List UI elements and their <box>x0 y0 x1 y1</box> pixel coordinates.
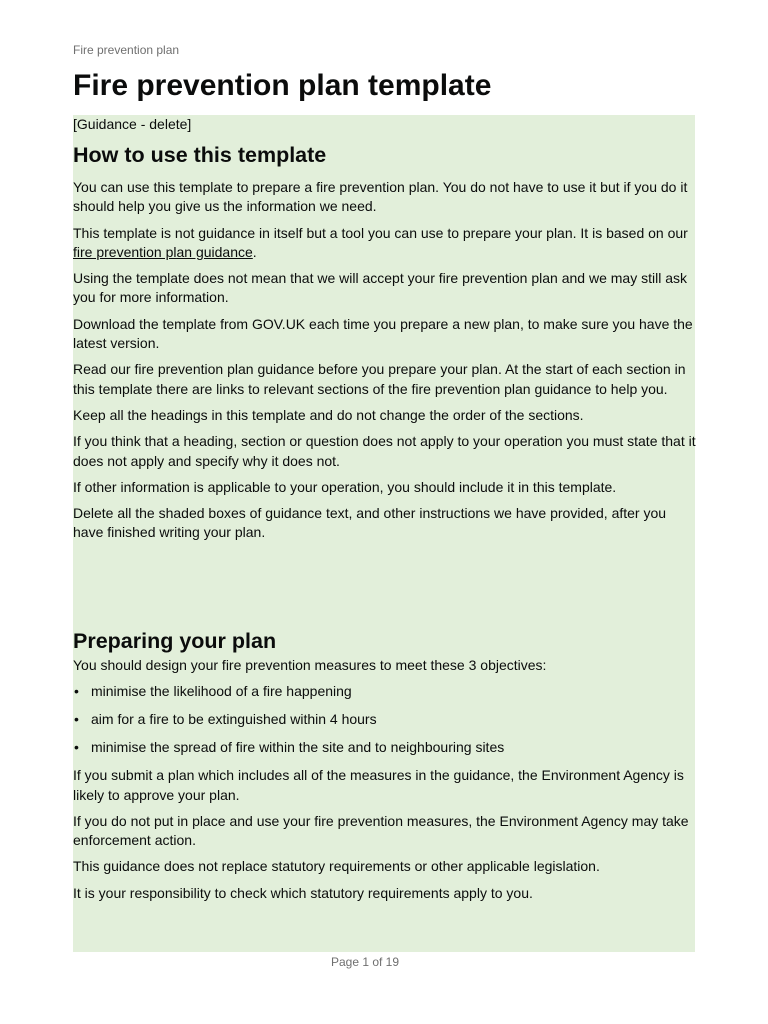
preparing-plan-heading: Preparing your plan <box>73 629 277 653</box>
bullet-icon: • <box>74 711 79 728</box>
list-item <box>73 682 697 701</box>
how-to-use-paragraph-7: If you think that a heading, section or question does not apply to your operation you must state that it does not apply and specify why it does not. <box>73 433 696 469</box>
running-header: Fire prevention plan <box>73 43 180 57</box>
preparing-paragraph-3: This guidance does not replace statutory requirements or other applicable legislation. <box>73 858 600 875</box>
how-to-use-paragraph-3: Using the template does not mean that we will accept your fire prevention plan and we may still ask you for more information. <box>73 270 687 306</box>
bullet-icon: • <box>74 739 79 756</box>
preparing-paragraph-4: It is your responsibility to check which statutory requirements apply to you. <box>73 884 533 901</box>
list-item-text: minimise the spread of fire within the site and to neighbouring sites <box>91 739 505 756</box>
how-to-use-paragraph-6: Keep all the headings in this template and do not change the order of the sections. <box>73 406 584 423</box>
list-item <box>73 738 697 757</box>
guidance-tag: [Guidance - delete] <box>73 116 192 132</box>
how-to-use-paragraph-2 <box>73 224 697 263</box>
how-to-use-paragraph-8: If other information is applicable to your operation, you should include it in this template. <box>73 478 617 495</box>
how-to-use-paragraph-5: Read our fire prevention plan guidance before you prepare your plan. At the start of each section in this template there are links to relevant sections of the fire prevention plan guidance to help you. <box>73 361 686 397</box>
how-to-use-paragraph-4: Download the template from GOV.UK each time you prepare a new plan, to make sure you have the latest version. <box>73 315 693 352</box>
how-to-use-heading: How to use this template <box>73 143 327 167</box>
list-item-text: minimise the likelihood of a fire happening <box>91 683 352 700</box>
how-to-use-section <box>73 142 697 550</box>
list-item-text: aim for a fire to be extinguished within 4 hours <box>91 711 377 728</box>
paragraph-2-text-after: . <box>252 243 257 260</box>
preparing-intro: You should design your fire prevention measures to meet these 3 objectives: <box>73 657 547 673</box>
document-title: Fire prevention plan template <box>73 69 492 102</box>
how-to-use-paragraph-1: You can use this template to prepare a fire prevention plan. You do not have to use it but if you do it should help you give us the information we need. <box>73 179 688 215</box>
bullet-icon: • <box>74 683 79 700</box>
page-number: Page 1 of 19 <box>330 955 400 969</box>
list-item <box>73 710 697 729</box>
how-to-use-paragraph-9: Delete all the shaded boxes of guidance text, and other instructions we have provided, after you have finished writing your plan. <box>73 505 667 541</box>
objectives-list <box>73 682 697 757</box>
preparing-paragraph-1: If you submit a plan which includes all of the measures in the guidance, the Environment Agency is likely to approve your plan. <box>73 767 684 803</box>
paragraph-2-text-before: This template is not guidance in itself but a tool you can use to prepare your plan. It is based on our <box>73 224 688 241</box>
preparing-paragraph-2: If you do not put in place and use your fire prevention measures, the Environment Agency may take enforcement action. <box>73 812 689 849</box>
fire-prevention-plan-guidance-link[interactable]: fire prevention plan guidance <box>73 243 253 260</box>
preparing-plan-section <box>73 628 697 910</box>
